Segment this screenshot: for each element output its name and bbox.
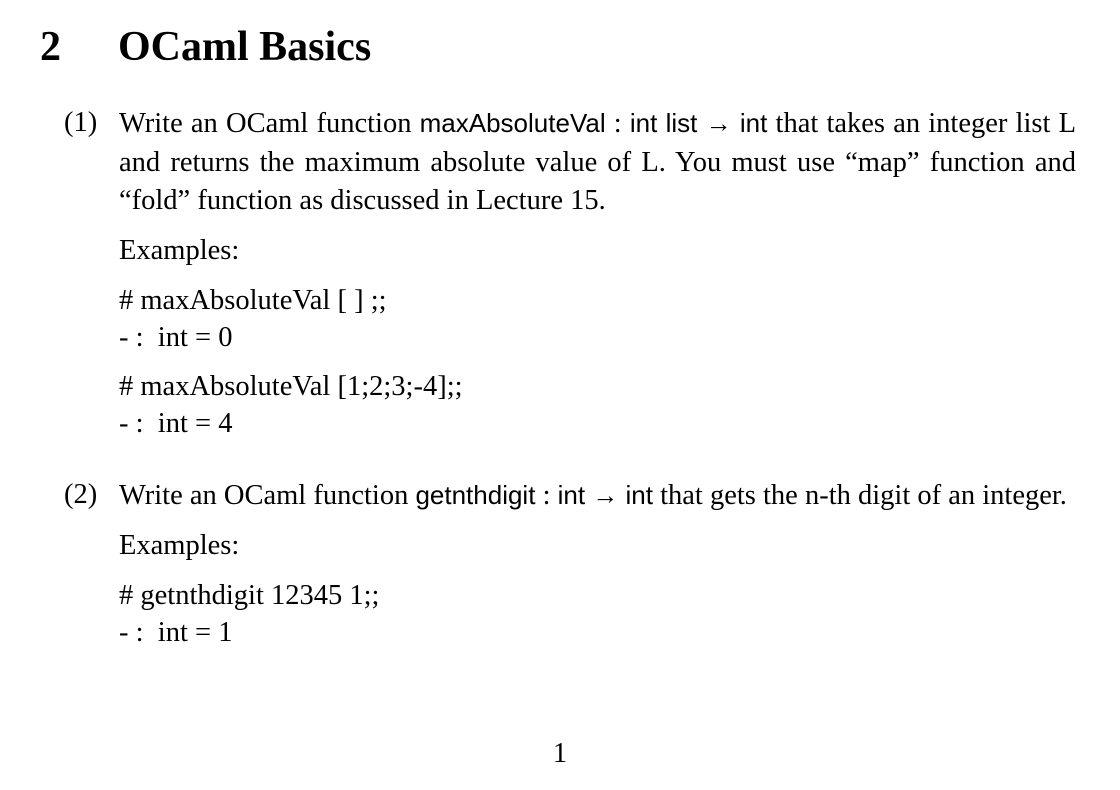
section-heading (40, 20, 371, 74)
problem-statement (119, 104, 1076, 221)
page-number: 1 (552, 738, 568, 769)
problem-1 (64, 104, 1076, 442)
section-number: 2 (40, 24, 61, 70)
function-signature: int list → int (629, 108, 768, 138)
type-separator: : (605, 108, 630, 139)
examples-label: Examples: (119, 529, 240, 561)
statement-text-after: that takes an integer list L and returns the maximum absolute value of L. You must use “map” function and “fold” function as discussed in Lecture 15. (119, 108, 1076, 216)
statement-text-before: Write an OCaml function (119, 480, 416, 511)
function-name: getnthdigit (415, 480, 536, 510)
examples-label: Examples: (119, 234, 240, 266)
problem-2 (64, 476, 1076, 651)
example-output: - : int = 0 (119, 321, 233, 353)
example-block (119, 368, 1076, 442)
function-signature: int → int (557, 480, 653, 510)
example-block (119, 282, 1076, 356)
statement-text-after: that gets the n-th digit of an integer. (652, 480, 1067, 511)
section-title: OCaml Basics (118, 24, 372, 70)
function-name: maxAbsoluteVal (419, 108, 606, 138)
problem-body (119, 476, 1076, 651)
problem-statement (119, 476, 1076, 516)
type-separator: : (535, 480, 558, 511)
example-output: - : int = 4 (119, 407, 233, 439)
example-block (119, 577, 1076, 651)
example-input: # getnthdigit 12345 1;; (119, 579, 380, 611)
example-input: # maxAbsoluteVal [ ] ;; (119, 284, 387, 316)
statement-text-before: Write an OCaml function (119, 108, 420, 139)
problem-number: (2) (64, 479, 98, 510)
example-input: # maxAbsoluteVal [1;2;3;-4];; (119, 370, 463, 402)
problem-body (119, 104, 1076, 442)
example-output: - : int = 1 (119, 616, 233, 648)
problem-number: (1) (64, 107, 98, 138)
